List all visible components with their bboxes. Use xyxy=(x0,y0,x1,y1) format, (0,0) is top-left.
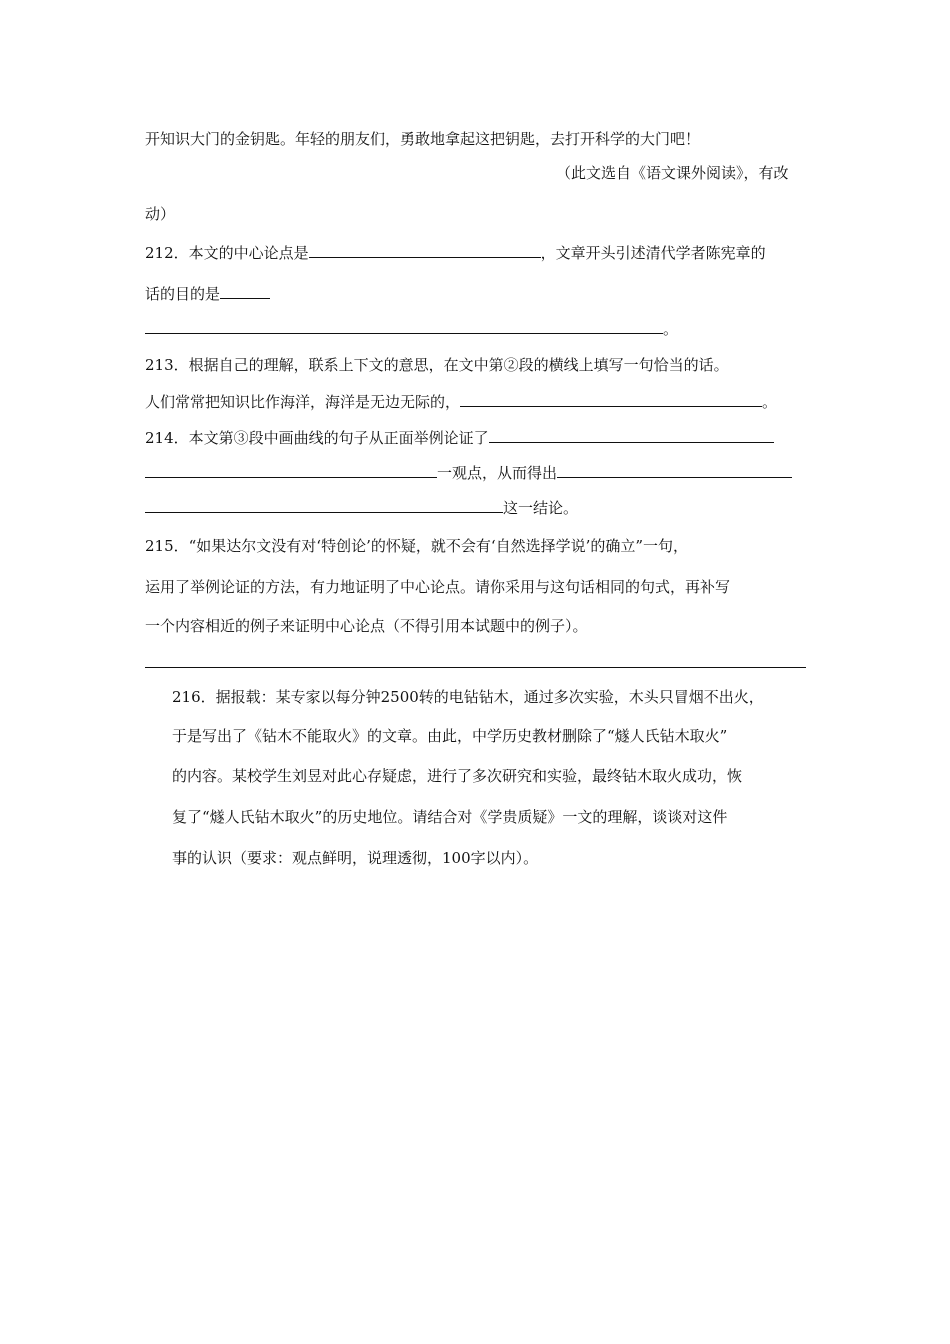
question-213-text: 人们常常把知识比作海洋，海洋是无边无际的， xyxy=(145,393,461,411)
source-note-line1: （此文选自《语文课外阅读》，有改 xyxy=(556,164,789,182)
question-215-line1: 215．“如果达尔文没有对‘特创论’的怀疑，就不会有‘自然选择学说’的确立”一句， xyxy=(145,537,689,555)
question-212-line1 xyxy=(145,242,766,263)
question-214-text: 214．本文第③段中画曲线的句子从正面举例论证了 xyxy=(145,429,489,447)
answer-line[interactable] xyxy=(145,667,806,668)
question-214-line3 xyxy=(145,497,578,518)
question-214-line2 xyxy=(145,462,792,483)
question-216-line1: 216．据报载：某专家以每分钟2500转的电钻钻木，通过多次实验，木头只冒烟不出火， xyxy=(172,688,764,706)
answer-blank[interactable] xyxy=(309,242,541,258)
answer-blank[interactable] xyxy=(145,497,503,513)
question-212-text-purpose: 话的目的是 xyxy=(145,285,221,303)
question-216-line3: 的内容。某校学生刘昱对此心存疑虑，进行了多次研究和实验，最终钻木取火成功，恢 xyxy=(172,767,743,785)
question-216-line2: 于是写出了《钻木不能取火》的文章。由此，中学历史教材删除了“燧人氏钻木取火” xyxy=(172,727,728,745)
answer-blank[interactable] xyxy=(489,427,774,443)
question-215-line2: 运用了举例论证的方法，有力地证明了中心论点。请你采用与这句话相同的句式，再补写 xyxy=(145,578,731,596)
question-213-line1: 213．根据自己的理解，联系上下文的意思，在文中第②段的横线上填写一句恰当的话。 xyxy=(145,356,729,374)
question-214-text-cont: 一观点，从而得出 xyxy=(437,464,558,482)
question-214-text-end: 这一结论。 xyxy=(503,499,579,517)
answer-blank[interactable] xyxy=(145,318,663,334)
period: 。 xyxy=(762,393,778,411)
question-216-line5: 事的认识（要求：观点鲜明，说理透彻，100字以内）。 xyxy=(172,849,539,867)
question-215-line3: 一个内容相近的例子来证明中心论点（不得引用本试题中的例子）。 xyxy=(145,617,588,635)
answer-blank[interactable] xyxy=(460,391,762,407)
question-212-text: 212．本文的中心论点是 xyxy=(145,244,309,262)
answer-blank[interactable] xyxy=(220,283,270,299)
question-212-line3 xyxy=(145,318,678,339)
question-213-line2 xyxy=(145,391,777,412)
question-212-line2 xyxy=(145,283,270,304)
question-214-line1 xyxy=(145,427,774,448)
passage-closing-line: 开知识大门的金钥匙。年轻的朋友们，勇敢地拿起这把钥匙，去打开科学的大门吧！ xyxy=(145,130,701,148)
source-note-line2: 动） xyxy=(145,205,176,223)
answer-blank[interactable] xyxy=(557,462,792,478)
question-216-line4: 复了“燧人氏钻木取火”的历史地位。请结合对《学贵质疑》一文的理解，谈谈对这件 xyxy=(172,808,728,826)
period: 。 xyxy=(663,320,679,338)
question-212-text-cont: ，文章开头引述清代学者陈宪章的 xyxy=(540,244,766,262)
answer-blank[interactable] xyxy=(145,462,437,478)
